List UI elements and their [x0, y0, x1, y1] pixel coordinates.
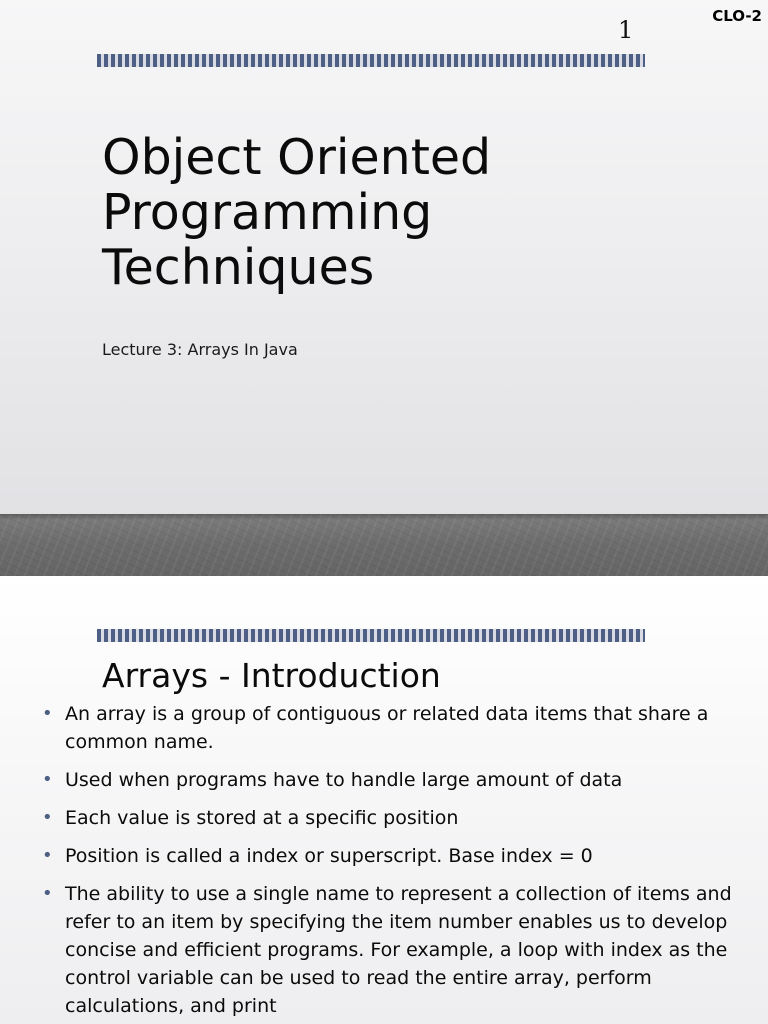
- bullet-item: [40, 766, 740, 794]
- bullet-dot-icon: •: [42, 845, 53, 866]
- content-slide: [0, 576, 768, 1024]
- bullet-item: [40, 842, 740, 870]
- bullet-text: An array is a group of contiguous or related data items that share a common name.: [65, 703, 709, 753]
- bullet-item: [40, 804, 740, 832]
- bullet-dot-icon: •: [42, 703, 53, 724]
- clo-badge: CLO-2: [712, 7, 762, 25]
- concrete-floor-band: [0, 514, 768, 576]
- bullet-item: [40, 880, 740, 1020]
- bullet-dot-icon: •: [42, 769, 53, 790]
- bullet-text: The ability to use a single name to represent a collection of items and refer to an item by specifying the item number enables us to develop concise and efficient programs. For example, a loop with index as the control variable can be used to read the entire array, perform calculations, and print: [65, 883, 732, 1017]
- bullet-dot-icon: •: [42, 807, 53, 828]
- bullet-dot-icon: •: [42, 883, 53, 904]
- title-line: Object Oriented: [102, 129, 492, 186]
- decorative-stripe-bar: [97, 54, 645, 67]
- title-line: Programming: [102, 184, 433, 241]
- presentation-title: [102, 130, 662, 295]
- bullet-list: [40, 700, 740, 1024]
- decorative-stripe-bar: [97, 629, 645, 642]
- bullet-text: Position is called a index or superscript. Base index = 0: [65, 845, 593, 867]
- lecture-subtitle: Lecture 3: Arrays In Java: [102, 340, 298, 359]
- title-line: Techniques: [102, 239, 375, 296]
- bullet-text: Used when programs have to handle large amount of data: [65, 769, 623, 791]
- bullet-text: Each value is stored at a specific position: [65, 807, 459, 829]
- bullet-item: [40, 700, 740, 756]
- slide-number: 1: [618, 16, 634, 44]
- slide-title: Arrays - Introduction: [102, 656, 441, 695]
